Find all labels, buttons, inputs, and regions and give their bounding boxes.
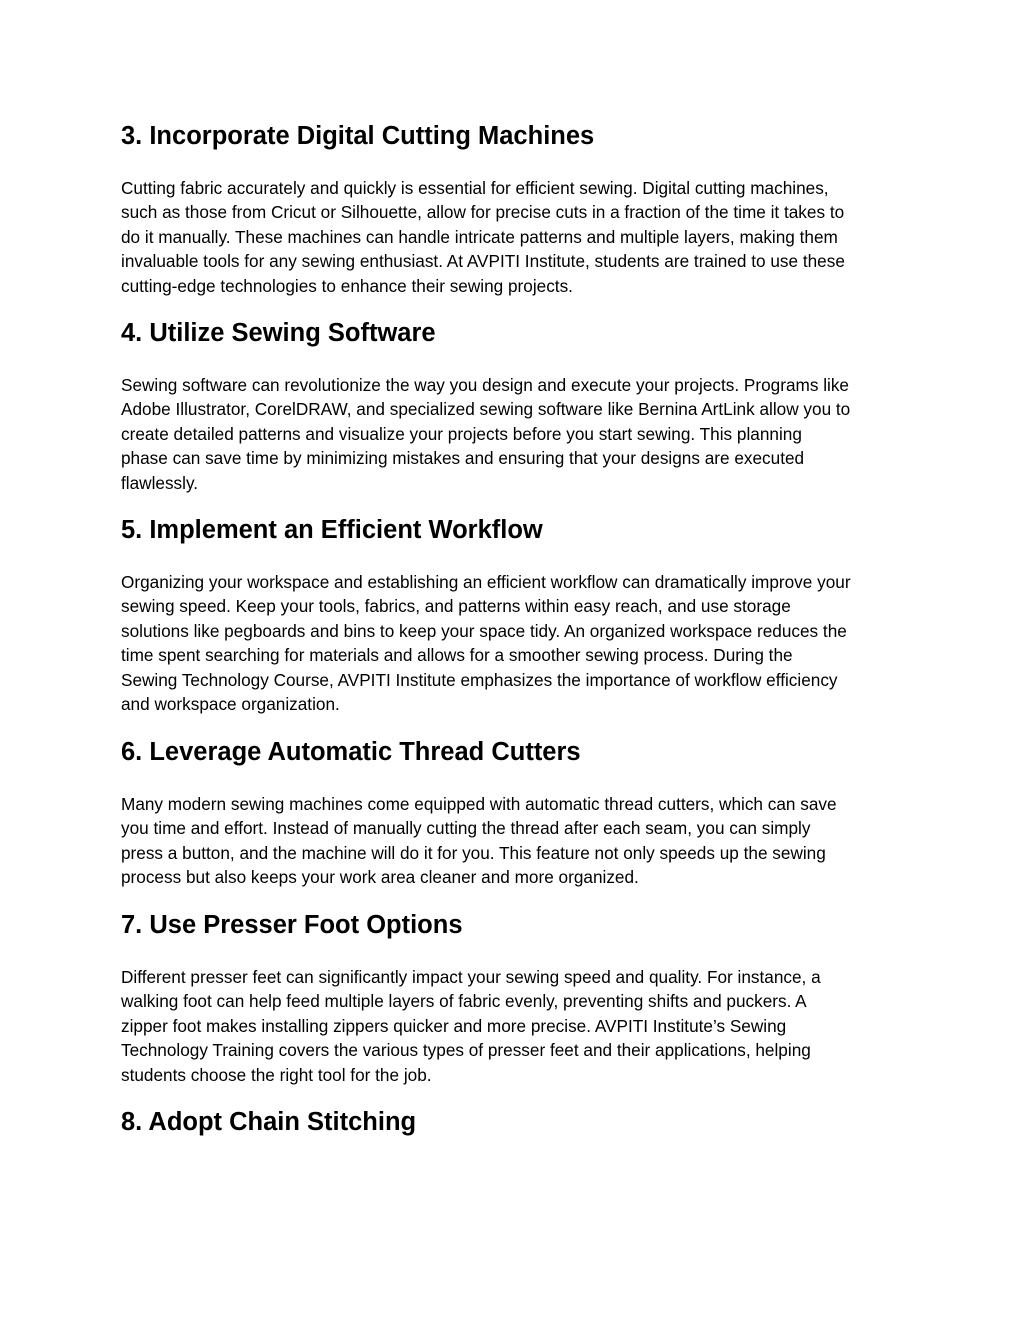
paragraph-line: students choose the right tool for the job.	[121, 1064, 432, 1085]
section-8	[121, 1104, 911, 1140]
section-paragraph	[121, 570, 911, 716]
paragraph-line: Technology Training covers the various types of presser feet and their applications, helping	[121, 1040, 811, 1061]
section-heading: 5. Implement an Efficient Workflow	[121, 516, 543, 544]
paragraph-line: create detailed patterns and visualize your projects before you start sewing. This planning	[121, 423, 802, 444]
paragraph-line: solutions like pegboards and bins to keep your space tidy. An organized workspace reduces the	[121, 620, 847, 641]
section-heading: 6. Leverage Automatic Thread Cutters	[121, 738, 581, 766]
section-7	[121, 907, 911, 1087]
paragraph-line: phase can save time by minimizing mistakes and ensuring that your designs are executed	[121, 448, 805, 469]
paragraph-line: time spent searching for materials and allows for a smoother sewing process. During the	[121, 645, 793, 666]
paragraph-line: do it manually. These machines can handle intricate patterns and multiple layers, making them	[121, 226, 838, 247]
section-paragraph	[121, 965, 911, 1087]
paragraph-line: and workspace organization.	[121, 694, 340, 715]
section-paragraph	[121, 792, 911, 890]
section-3	[121, 118, 911, 298]
section-6	[121, 734, 911, 890]
paragraph-line: Sewing software can revolutionize the way you design and execute your projects. Programs like	[121, 375, 849, 395]
paragraph-line: invaluable tools for any sewing enthusiast. At AVPITI Institute, students are trained to use these	[121, 251, 845, 272]
section-heading: 8. Adopt Chain Stitching	[121, 1108, 417, 1136]
paragraph-line: process but also keeps your work area cleaner and more organized.	[121, 867, 639, 888]
paragraph-line: cutting-edge technologies to enhance their sewing projects.	[121, 275, 573, 296]
paragraph-line: Adobe Illustrator, CorelDRAW, and specialized sewing software like Bernina ArtLink allow you to	[121, 399, 851, 420]
section-paragraph	[121, 373, 911, 495]
paragraph-line: such as those from Cricut or Silhouette, allow for precise cuts in a fraction of the time it takes to	[121, 202, 845, 223]
section-heading: 7. Use Presser Foot Options	[121, 911, 463, 939]
paragraph-line: Many modern sewing machines come equipped with automatic thread cutters, which can save	[121, 794, 837, 814]
paragraph-line: walking foot can help feed multiple layers of fabric evenly, preventing shifts and puckers. A	[121, 991, 807, 1012]
section-heading: 3. Incorporate Digital Cutting Machines	[121, 122, 595, 150]
paragraph-line: Cutting fabric accurately and quickly is essential for efficient sewing. Digital cutting machines,	[121, 178, 829, 198]
paragraph-line: flawlessly.	[121, 472, 199, 493]
section-paragraph	[121, 176, 911, 298]
paragraph-line: Different presser feet can significantly impact your sewing speed and quality. For instance, a	[121, 967, 821, 987]
section-5	[121, 512, 911, 716]
paragraph-line: press a button, and the machine will do it for you. This feature not only speeds up the sewing	[121, 842, 826, 863]
paragraph-line: you time and effort. Instead of manually cutting the thread after each seam, you can simply	[121, 818, 811, 839]
section-heading: 4. Utilize Sewing Software	[121, 319, 436, 347]
section-4	[121, 315, 911, 495]
paragraph-line: Sewing Technology Course, AVPITI Institute emphasizes the importance of workflow efficiency	[121, 669, 838, 690]
paragraph-line: Organizing your workspace and establishing an efficient workflow can dramatically improve your	[121, 572, 851, 592]
paragraph-line: sewing speed. Keep your tools, fabrics, and patterns within easy reach, and use storage	[121, 596, 791, 617]
paragraph-line: zipper foot makes installing zippers quicker and more precise. AVPITI Institute’s Sewing	[121, 1015, 787, 1036]
